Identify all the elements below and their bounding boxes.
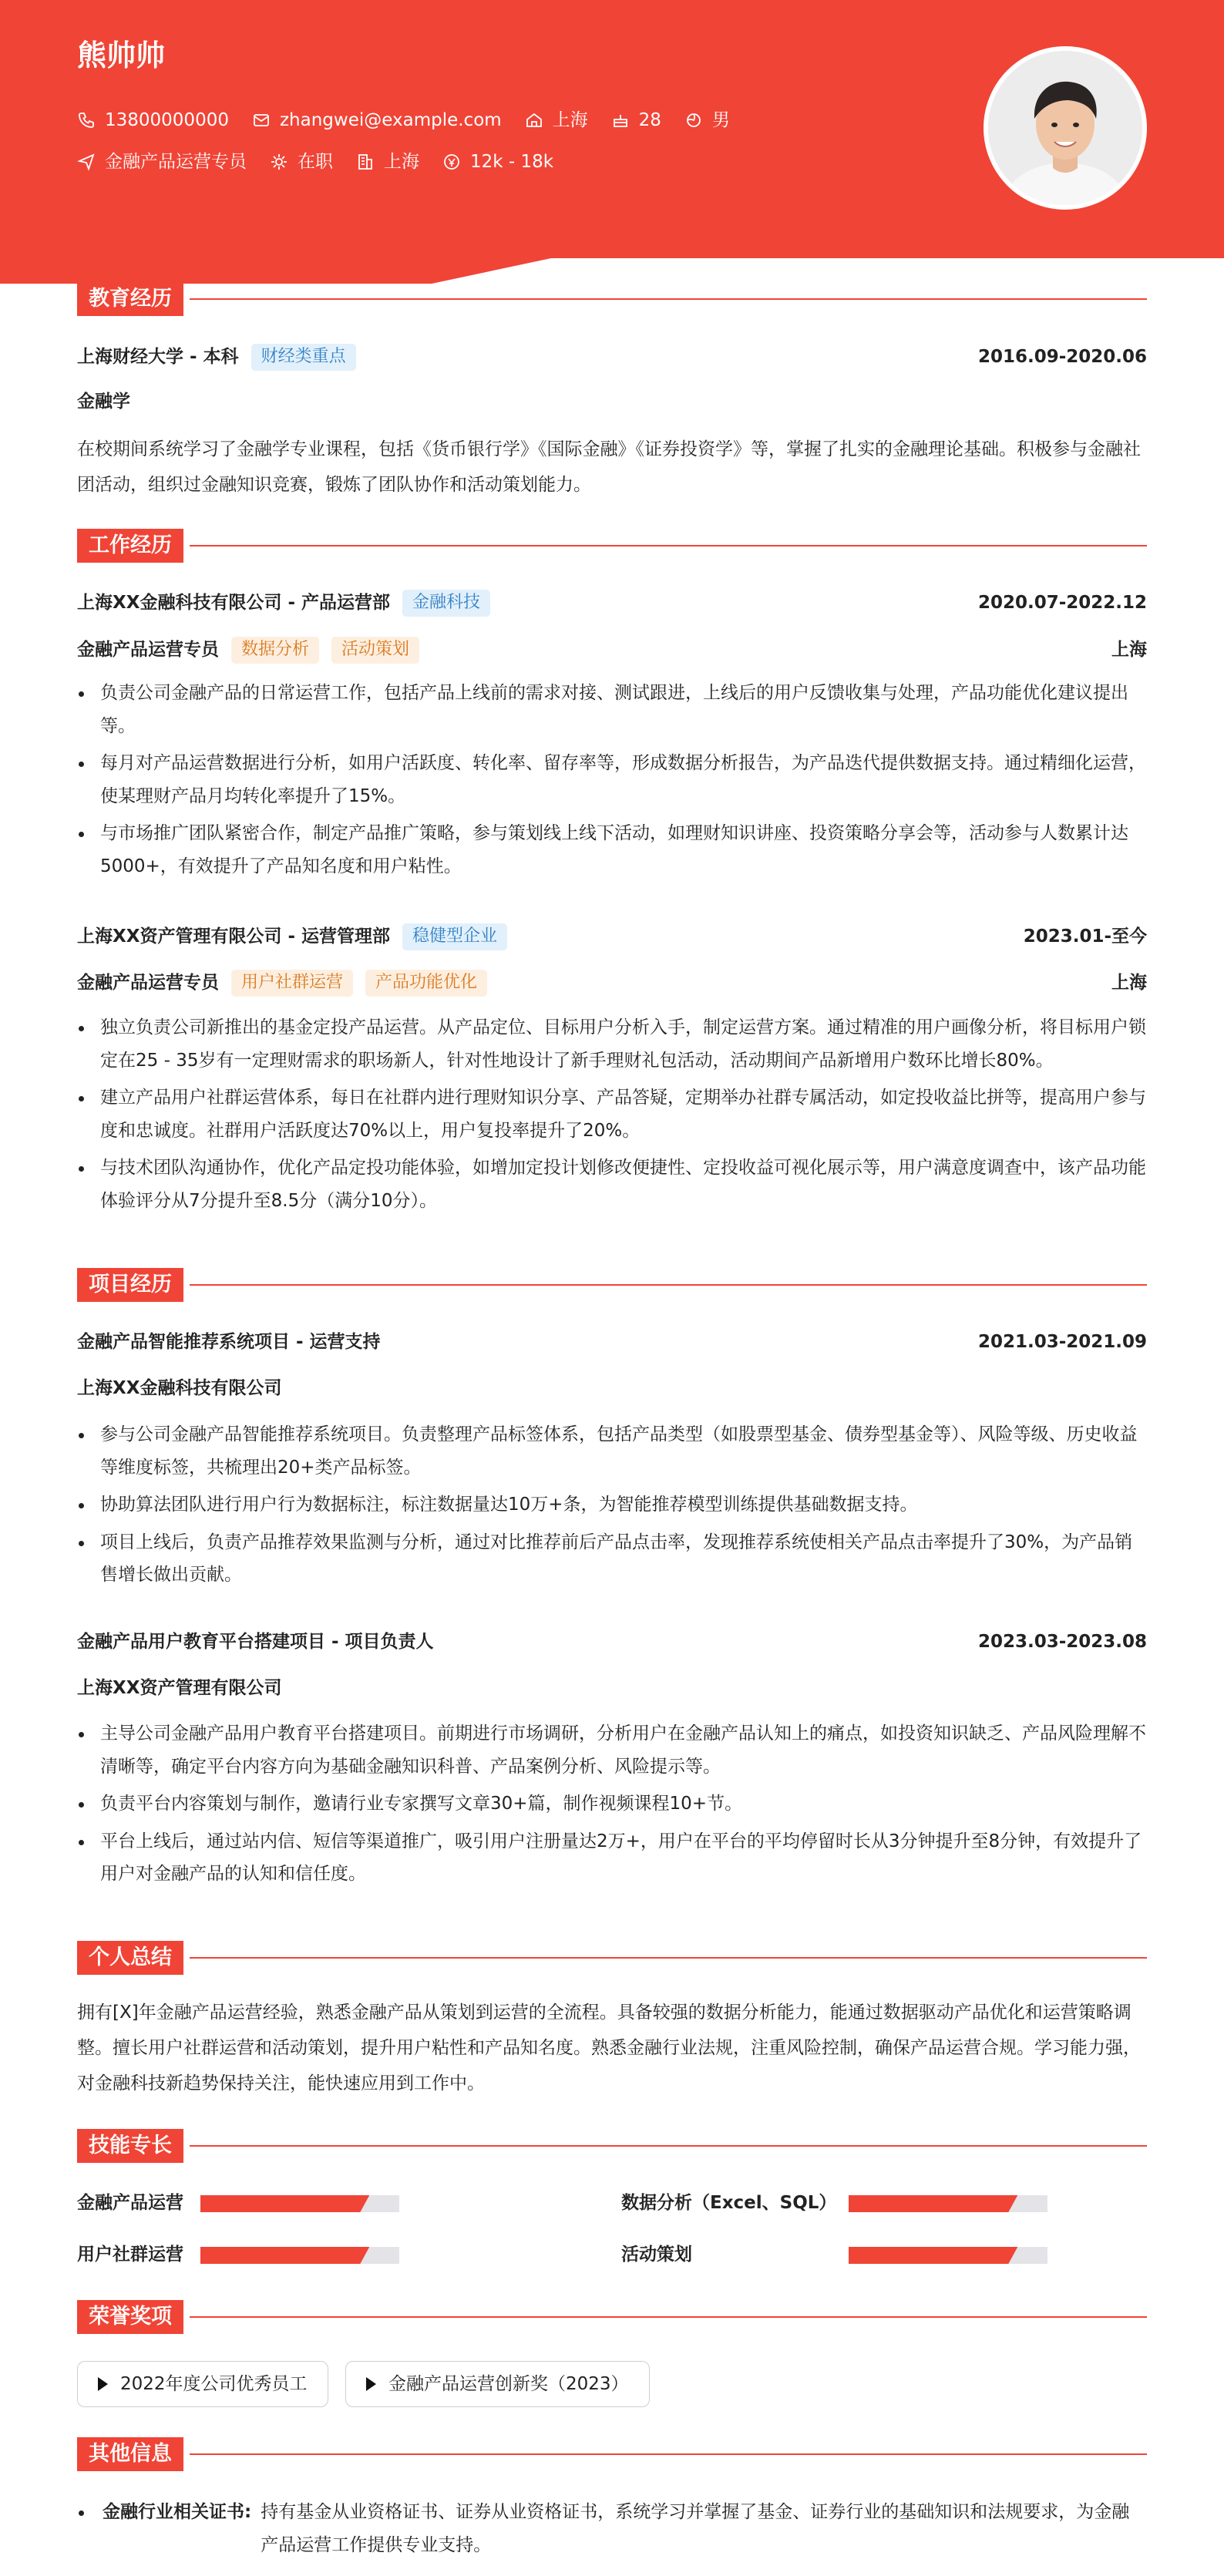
skill-name: 活动策划 — [621, 2245, 692, 2265]
list-item: 每月对产品运营数据进行分析，如用户活跃度、转化率、留存率等，形成数据分析报告，为产品迭代提供数据支持。通过精细化运营，使某理财产品月均转化率提升了15%。 — [77, 747, 1147, 812]
skill-name: 数据分析（Excel、SQL） — [621, 2193, 837, 2213]
work-1-role-row — [77, 637, 1147, 664]
mail-icon — [252, 111, 271, 129]
status-item — [270, 153, 333, 171]
project-2-org: 上海XX资产管理有限公司 — [77, 1678, 282, 1698]
work-2-company: 上海XX资产管理有限公司 - 运营管理部 — [77, 926, 391, 947]
skill-bar — [849, 2247, 1047, 2264]
section-awards-label: 荣誉奖项 — [77, 2300, 183, 2334]
section-project-label: 项目经历 — [77, 1268, 183, 1302]
section-divider — [190, 2453, 1147, 2455]
position-text: 金融产品运营专员 — [105, 151, 247, 172]
section-divider — [190, 2316, 1147, 2318]
salary-item — [442, 153, 553, 171]
work-2-role-row — [77, 970, 1147, 997]
list-item: 负责平台内容策划与制作，邀请行业专家撰写文章30+篇，制作视频课程10+节。 — [77, 1787, 1147, 1821]
gender-icon — [684, 111, 703, 129]
list-item: 负责公司金融产品的日常运营工作，包括产品上线前的需求对接、测试跟进，上线后的用户反馈收集与处理，产品功能优化建议提出等。 — [77, 677, 1147, 742]
work-1-header — [77, 590, 1147, 617]
project-2-header — [77, 1632, 1147, 1653]
email-text: zhangwei@example.com — [279, 109, 502, 130]
bullet-dot — [79, 2510, 84, 2516]
project-1-name: 金融产品智能推荐系统项目 - 运营支持 — [77, 1332, 381, 1352]
gender-item — [684, 111, 730, 129]
skill-item — [621, 2246, 692, 2264]
project-1-bullets — [77, 1418, 1147, 1596]
money-icon — [442, 153, 461, 171]
send-icon — [77, 153, 96, 171]
status-icon — [270, 153, 288, 171]
phone-item — [77, 111, 229, 129]
list-item: 建立产品用户社群运营体系，每日在社群内进行理财知识分享、产品答疑，定期举办社群专属活动，如定投收益比拼等，提高用户参与度和忠诚度。社群用户活跃度达70%以上，用户复投率提升了20%。 — [77, 1081, 1147, 1147]
skill-bar — [200, 2247, 399, 2264]
skill-bar — [200, 2195, 399, 2212]
skill-bar-fill — [200, 2195, 369, 2212]
job-intent-row — [77, 153, 577, 171]
work-1-tag: 数据分析 — [231, 637, 319, 664]
skill-name: 金融产品运营 — [77, 2193, 183, 2213]
school-name: 上海财经大学 - 本科 — [77, 346, 239, 367]
skill-item — [621, 2194, 836, 2212]
skill-name: 用户社群运营 — [77, 2245, 183, 2265]
section-divider — [190, 2145, 1147, 2147]
section-education-label: 教育经历 — [77, 282, 183, 316]
work-2-city: 上海 — [1111, 972, 1147, 993]
section-work — [77, 529, 1147, 563]
resume-header — [0, 0, 1224, 289]
avatar — [984, 46, 1147, 210]
section-skills — [77, 2129, 1147, 2163]
gender-text: 男 — [711, 109, 730, 130]
candidate-name: 熊帅帅 — [77, 39, 166, 72]
other-info-label: 金融行业相关证书: — [103, 2502, 252, 2522]
list-item: 平台上线后，通过站内信、短信等渠道推广，吸引用户注册量达2万+，用户在平台的平均停留时长从3分钟提升至8分钟，有效提升了用户对金融产品的认知和信任度。 — [77, 1825, 1147, 1891]
project-1-org: 上海XX金融科技有限公司 — [77, 1378, 282, 1398]
work-2-header — [77, 923, 1147, 950]
list-item: 项目上线后，负责产品推荐效果监测与分析，通过对比推荐前后产品点击率，发现推荐系统使相关产品点击率提升了30%，为产品销售增长做出贡献。 — [77, 1526, 1147, 1592]
education-description: 在校期间系统学习了金融学专业课程，包括《货币银行学》《国际金融》《证券投资学》等，掌握了扎实的金融理论基础。积极参与金融社团活动，组织过金融知识竞赛，锻炼了团队协作和活动策划能力。 — [77, 439, 1141, 495]
section-divider — [190, 545, 1147, 546]
work-1-company: 上海XX金融科技有限公司 - 产品运营部 — [77, 592, 391, 613]
work-2-role: 金融产品运营专员 — [77, 972, 219, 993]
section-other — [77, 2437, 1147, 2471]
section-project — [77, 1268, 1147, 1302]
project-1-date: 2021.03-2021.09 — [977, 1332, 1147, 1352]
section-divider — [190, 298, 1147, 300]
award-text: 金融产品运营创新奖（2023） — [388, 2373, 629, 2394]
age-text: 28 — [638, 109, 661, 130]
education-header — [77, 344, 1147, 371]
section-divider — [190, 1957, 1147, 1959]
section-other-label: 其他信息 — [77, 2437, 183, 2471]
work-city-text: 上海 — [384, 151, 419, 172]
project-1-header — [77, 1332, 1147, 1354]
award-item — [77, 2361, 328, 2407]
skill-bar-fill — [200, 2247, 369, 2264]
work-1-bullets — [77, 677, 1147, 887]
section-skills-label: 技能专长 — [77, 2129, 183, 2163]
project-2-name: 金融产品用户教育平台搭建项目 - 项目负责人 — [77, 1632, 434, 1652]
play-icon — [366, 2377, 376, 2391]
skill-item — [77, 2194, 183, 2212]
other-info-text: 持有基金从业资格证书、证券从业资格证书，系统学习并掌握了基金、证券行业的基础知识和法规要求，为金融产品运营工作提供专业支持。 — [261, 2502, 1130, 2555]
skill-item — [77, 2246, 183, 2264]
education-major: 金融学 — [77, 392, 130, 412]
section-summary-label: 个人总结 — [77, 1941, 183, 1975]
avatar-portrait — [988, 51, 1142, 205]
list-item: 与技术团队沟通协作，优化产品定投功能体验，如增加定投计划修改便捷性、定投收益可视化展示等，用户满意度调查中，该产品功能体验评分从7分提升至8.5分（满分10分）。 — [77, 1152, 1147, 1217]
project-2-date: 2023.03-2023.08 — [977, 1632, 1147, 1652]
building-icon — [356, 153, 375, 171]
work-1-role: 金融产品运营专员 — [77, 639, 219, 660]
section-work-label: 工作经历 — [77, 529, 183, 563]
work-city-item — [356, 153, 419, 171]
other-info-item — [77, 2496, 1147, 2561]
work-1-date: 2020.07-2022.12 — [977, 592, 1147, 613]
home-icon — [525, 111, 543, 129]
school-tag: 财经类重点 — [251, 344, 356, 371]
section-awards — [77, 2300, 1147, 2334]
list-item: 独立负责公司新推出的基金定投产品运营。从产品定位、目标用户分析入手，制定运营方案。通过精准的用户画像分析，将目标用户锁定在25 - 35岁有一定理财需求的职场新人，针对性地设计了新手理财礼包活动，活动期间产品新增用户数环比增长80%。 — [77, 1011, 1147, 1077]
phone-text: 13800000000 — [105, 109, 229, 130]
award-text: 2022年度公司优秀员工 — [120, 2373, 308, 2394]
work-2-tag: 产品功能优化 — [365, 970, 487, 997]
position-item — [77, 153, 247, 171]
education-date: 2016.09-2020.06 — [977, 346, 1147, 367]
section-divider — [190, 1284, 1147, 1286]
work-1-tag: 活动策划 — [331, 637, 419, 664]
work-2-company-tag: 稳健型企业 — [402, 923, 507, 950]
skill-bar-fill — [849, 2247, 1017, 2264]
contact-row — [77, 111, 753, 129]
section-education — [77, 282, 1147, 316]
list-item: 参与公司金融产品智能推荐系统项目。负责整理产品标签体系，包括产品类型（如股票型基金、债券型基金等）、风险等级、历史收益等维度标签，共梳理出20+类产品标签。 — [77, 1418, 1147, 1484]
phone-icon — [77, 111, 96, 129]
summary-text: 拥有[X]年金融产品运营经验，熟悉金融产品从策划到运营的全流程。具备较强的数据分析能力，能通过数据驱动产品优化和运营策略调整。擅长用户社群运营和活动策划，提升用户粘性和产品知名度。熟悉金融行业法规，注重风险控制，确保产品运营合规。学习能力强，对金融科技新趋势保持关注，能快速应用到工作中。 — [77, 2003, 1141, 2093]
list-item: 与市场推广团队紧密合作，制定产品推广策略，参与策划线上线下活动，如理财知识讲座、投资策略分享会等，活动参与人数累计达5000+，有效提升了产品知名度和用户粘性。 — [77, 817, 1147, 883]
cake-icon — [611, 111, 630, 129]
city-text: 上海 — [552, 109, 588, 130]
status-text: 在职 — [298, 151, 333, 172]
work-2-tag: 用户社群运营 — [231, 970, 353, 997]
play-icon — [98, 2377, 108, 2391]
city-item — [525, 111, 588, 129]
work-1-city: 上海 — [1111, 639, 1147, 660]
work-2-date: 2023.01-至今 — [1023, 926, 1147, 947]
list-item: 主导公司金融产品用户教育平台搭建项目。前期进行市场调研，分析用户在金融产品认知上的痛点，如投资知识缺乏、产品风险理解不清晰等，确定平台内容方向为基础金融知识科普、产品案例分析、风险提示等。 — [77, 1717, 1147, 1783]
skill-bar — [849, 2195, 1047, 2212]
skill-bar-fill — [849, 2195, 1017, 2212]
list-item: 协助算法团队进行用户行为数据标注，标注数据量达10万+条，为智能推荐模型训练提供基础数据支持。 — [77, 1488, 1147, 1522]
age-item — [611, 111, 661, 129]
section-summary — [77, 1941, 1147, 1975]
salary-text: 12k - 18k — [470, 151, 554, 172]
work-1-company-tag: 金融科技 — [402, 590, 490, 617]
work-2-bullets — [77, 1011, 1147, 1222]
award-item — [345, 2361, 650, 2407]
project-2-bullets — [77, 1717, 1147, 1895]
email-item — [252, 111, 502, 129]
